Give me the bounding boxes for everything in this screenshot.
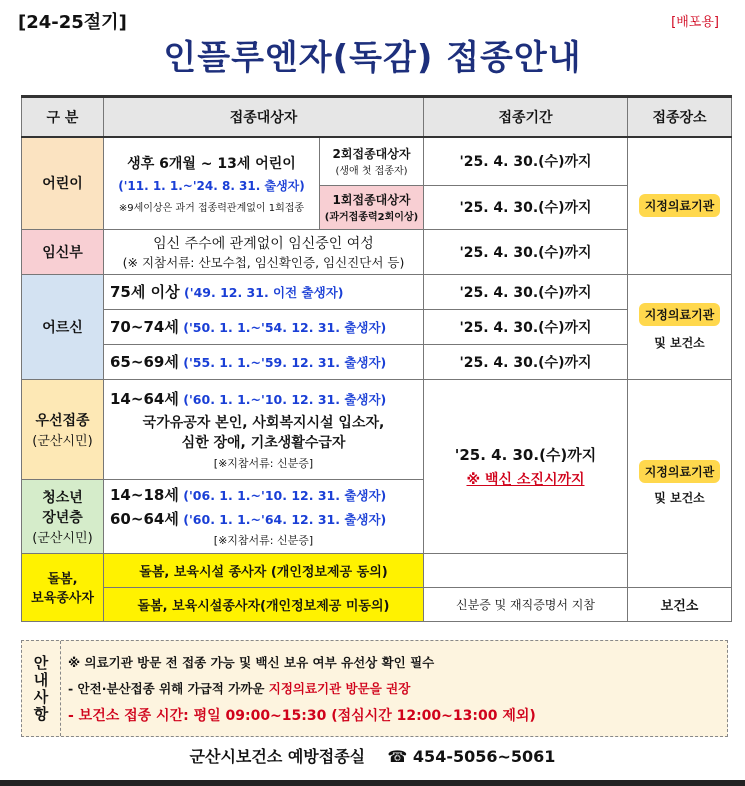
- footer-org: 군산시보건소 예방접종실: [189, 747, 366, 766]
- elderly-place-extra: 및 보건소: [654, 335, 705, 350]
- care-row-2: 돌봄, 보육시설종사자(개인정보제공 미동의): [104, 587, 424, 621]
- shared-place-cell: [628, 379, 732, 587]
- header-category: 구 분: [22, 97, 104, 138]
- priority-sub: (군산시민): [32, 433, 93, 449]
- children-birth-range: ('11. 1. 1.~'24. 8. 31. 출생자): [118, 178, 305, 193]
- notice-head-char: 항: [33, 704, 49, 723]
- table-row: [22, 587, 732, 621]
- notice-head-char: 사: [33, 687, 49, 706]
- priority-range: ('60. 1. 1.~'10. 12. 31. 출생자): [183, 391, 387, 407]
- footer: [0, 744, 745, 767]
- pregnant-target: 임신 주수에 관계없이 임신중인 여성: [153, 235, 374, 252]
- notice-line-2-highlight: 지정의료기관 방문을 권장: [268, 681, 411, 696]
- header-target: 접종대상자: [104, 97, 424, 138]
- table-row: [22, 379, 732, 479]
- notice-head-char: 내: [33, 670, 49, 689]
- children-note: ※9세이상은 과거 접종력관계없이 1회접종: [118, 202, 305, 214]
- category-priority: [22, 379, 104, 479]
- elderly-age-3: 65~69세: [110, 353, 179, 371]
- elderly-row-2: [104, 309, 424, 344]
- dose2-cell: [320, 137, 424, 185]
- category-pregnant: 임신부: [22, 229, 104, 274]
- elderly-range-2: ('50. 1. 1.~'54. 12. 31. 출생자): [183, 320, 387, 335]
- priority-target-cell: [104, 379, 424, 479]
- category-care: [22, 553, 104, 621]
- table-row: [22, 344, 732, 379]
- table-row: [22, 309, 732, 344]
- children-target: 생후 6개월 ~ 13세 어린이: [127, 155, 296, 172]
- bottom-bar: [0, 780, 745, 786]
- elderly-age-2: 70~74세: [110, 318, 179, 336]
- header-place: 접종장소: [628, 97, 732, 138]
- dose2-sub: (생애 첫 접종자): [335, 166, 408, 178]
- shared-period-note: ※ 백신 소진시까지: [466, 471, 585, 488]
- care-label-1: 돌봄,: [47, 572, 78, 587]
- children-target-cell: [104, 137, 320, 229]
- shared-place-extra: 및 보건소: [654, 491, 705, 505]
- shared-period-cell: [424, 379, 628, 553]
- notice-line-2: [68, 679, 410, 697]
- priority-docs: [※지참서류: 신분증]: [213, 456, 314, 470]
- dose1-cell: [320, 185, 424, 229]
- youth-age-2: 60~64세: [110, 510, 179, 528]
- distribution-label: [배포용]: [671, 15, 719, 30]
- elderly-place: 지정의료기관: [639, 303, 721, 326]
- elderly-place-cell: [628, 274, 732, 379]
- care-label-2: 보육종사자: [31, 591, 94, 606]
- care-row-2-period: 신분증 및 재직증명서 지참: [424, 587, 628, 621]
- dose2-label: 2회접종대상자: [332, 147, 411, 162]
- elderly-period-2: '25. 4. 30.(수)까지: [424, 309, 628, 344]
- notice-line-2-prefix: - 안전·분산접종 위해 가급적 가까운: [68, 681, 269, 696]
- children-period-dose1: '25. 4. 30.(수)까지: [424, 185, 628, 229]
- youth-range-2: ('60. 1. 1.~'64. 12. 31. 출생자): [183, 512, 387, 527]
- priority-line2: 심한 장애, 기초생활수급자: [181, 434, 346, 451]
- youth-label-1: 청소년: [42, 489, 83, 506]
- care-row-1: 돌봄, 보육시설 종사자 (개인정보제공 동의): [104, 553, 424, 587]
- notice-head-char: 안: [33, 653, 49, 672]
- category-elderly: 어르신: [22, 274, 104, 379]
- shared-period: '25. 4. 30.(수)까지: [454, 445, 597, 464]
- table-header-row: [22, 97, 732, 138]
- dose1-label: 1회접종대상자: [332, 193, 411, 207]
- table-row: [22, 274, 732, 309]
- priority-label: 우선접종: [35, 412, 90, 429]
- elderly-range-1: ('49. 12. 31. 이전 출생자): [184, 285, 344, 300]
- elderly-range-3: ('55. 1. 1.~'59. 12. 31. 출생자): [183, 355, 387, 370]
- notice-line-1: ※ 의료기관 방문 전 접종 가능 및 백신 보유 여부 유선상 확인 필수: [68, 655, 435, 670]
- youth-docs: [※지참서류: 신분증]: [213, 534, 314, 547]
- category-children: 어린이: [22, 137, 104, 229]
- table-row: [22, 553, 732, 587]
- elderly-age-1: 75세 이상: [110, 283, 180, 301]
- table-row: [22, 137, 732, 185]
- elderly-row-3: [104, 344, 424, 379]
- season-label: [24-25절기]: [18, 12, 127, 33]
- pregnant-target-cell: [104, 229, 424, 274]
- elderly-period-1: '25. 4. 30.(수)까지: [424, 274, 628, 309]
- page-title: 인플루엔자(독감) 접종안내: [163, 38, 582, 78]
- notice-line-3: - 보건소 접종 시간: 평일 09:00~15:30 (점심시간 12:00~13:00 제외): [68, 708, 536, 724]
- pregnant-docs: (※ 지참서류: 산모수첩, 임신확인증, 임신진단서 등): [122, 254, 405, 270]
- dose1-sub: (과거접종력2회이상): [324, 212, 419, 223]
- care-row-2-place: 보건소: [628, 587, 732, 621]
- children-period-dose2: '25. 4. 30.(수)까지: [424, 137, 628, 185]
- table-row: [22, 229, 732, 274]
- elderly-period-3: '25. 4. 30.(수)까지: [424, 344, 628, 379]
- youth-target-cell: [104, 479, 424, 553]
- children-place-cell: [628, 137, 732, 274]
- children-place: 지정의료기관: [639, 194, 721, 217]
- youth-age-1: 14~18세: [110, 486, 179, 504]
- footer-phone: ☎ 454-5056~5061: [387, 747, 556, 766]
- priority-age: 14~64세: [110, 389, 179, 408]
- youth-label-2: 장년층: [42, 509, 83, 526]
- schedule-table: [21, 95, 732, 622]
- elderly-row-1: [104, 274, 424, 309]
- category-youth: [22, 479, 104, 553]
- shared-place: 지정의료기관: [639, 460, 721, 483]
- notice-heading: [22, 641, 61, 736]
- priority-line1: 국가유공자 본인, 사회복지시설 입소자,: [142, 414, 385, 431]
- youth-range-1: ('06. 1. 1.~'10. 12. 31. 출생자): [183, 488, 387, 503]
- youth-sub: (군산시민): [32, 530, 93, 546]
- pregnant-period: '25. 4. 30.(수)까지: [424, 229, 628, 274]
- notice-box: [21, 640, 728, 737]
- header-period: 접종기간: [424, 97, 628, 138]
